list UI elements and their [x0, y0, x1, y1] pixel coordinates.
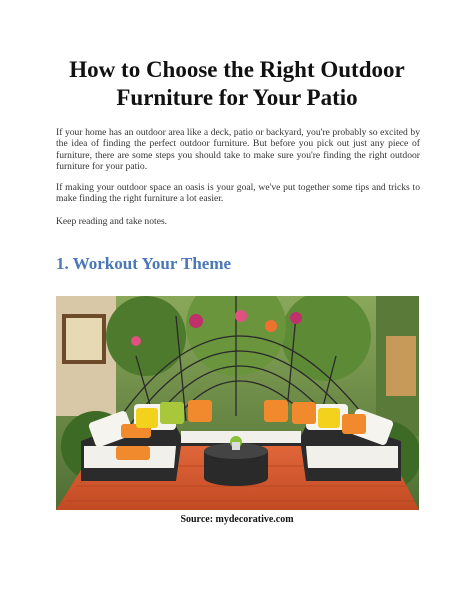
- article-title-line-1: How to Choose the Right Outdoor: [69, 57, 405, 82]
- keep-reading-paragraph: Keep reading and take notes.: [56, 216, 168, 227]
- orange-pillow: [116, 446, 150, 460]
- yellow-pillow: [318, 408, 340, 428]
- goal-paragraph: If making your outdoor space an oasis is your goal, we've put together some tips and tricks to make finding the right furniture a lot easier.: [56, 182, 420, 205]
- orange-pillow: [342, 414, 366, 434]
- patio-illustration: [56, 296, 419, 510]
- section-heading: 1. Workout Your Theme: [56, 254, 232, 273]
- yellow-pillow: [136, 408, 158, 428]
- image-caption: Source: mydecorative.com: [180, 514, 294, 525]
- green-pillow: [160, 402, 184, 424]
- intro-paragraph: If your home has an outdoor area like a deck, patio or backyard, you're probably so excited by the idea of finding the perfect outdoor furniture. But before you pick out just any piece of furniture, there are some steps you should take to make sure you're finding the right outdoor furniture for your patio.: [56, 127, 420, 173]
- article-title: [40, 56, 434, 112]
- orange-pillow: [264, 400, 288, 422]
- orange-pillow: [188, 400, 212, 422]
- orange-pillow: [292, 402, 316, 424]
- article-title-line-2: Furniture for Your Patio: [116, 85, 358, 110]
- patio-photo: [56, 296, 419, 510]
